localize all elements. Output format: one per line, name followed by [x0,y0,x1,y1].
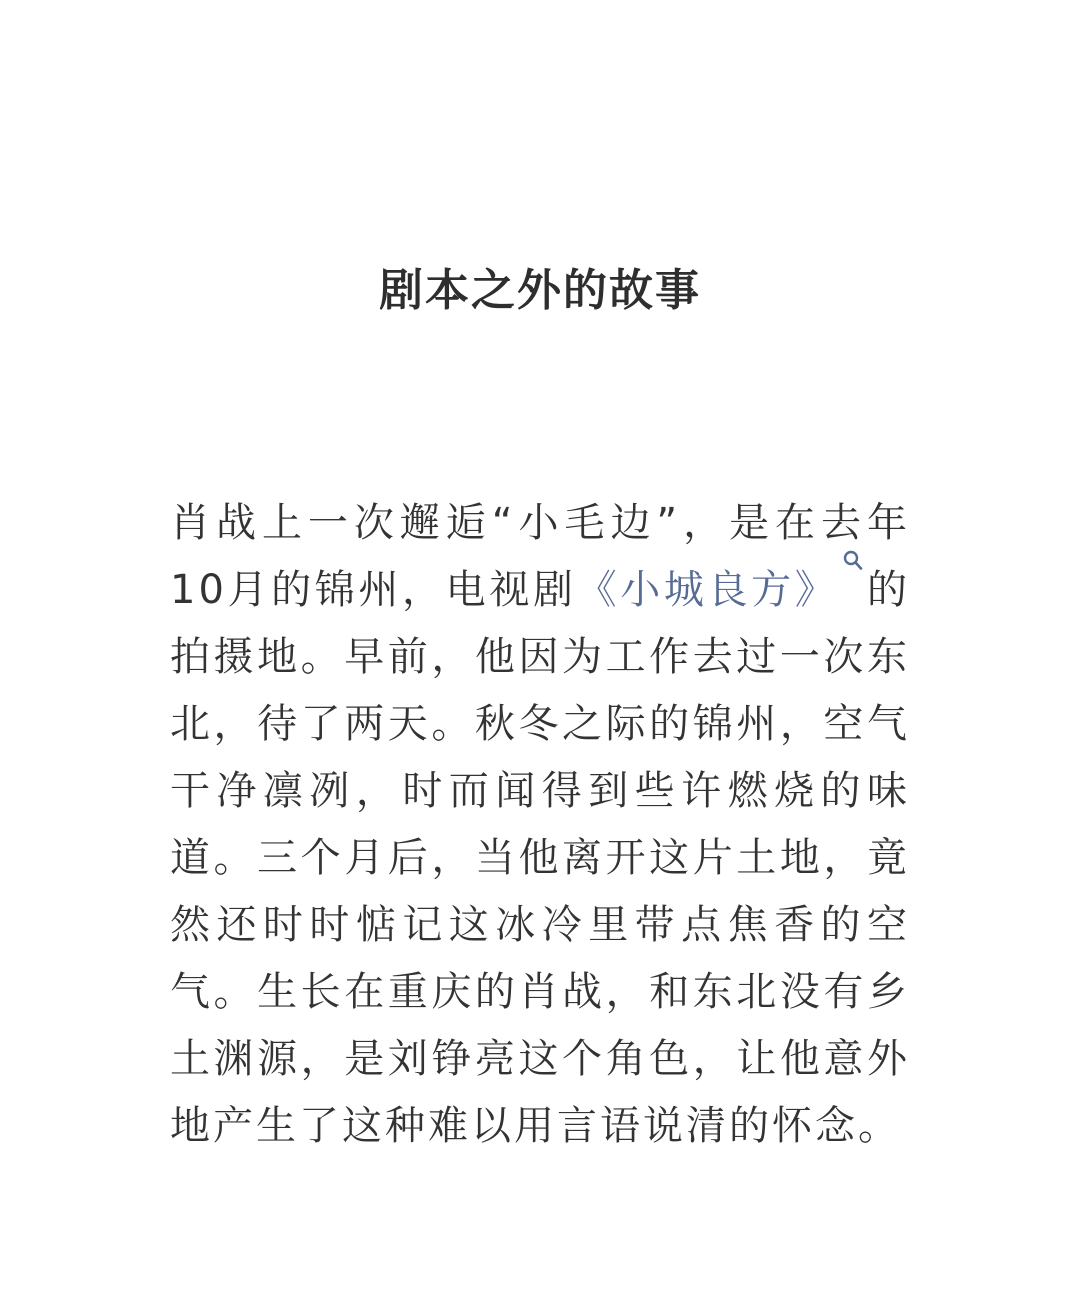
drama-title-link-text[interactable]: 《小城良方》 [576,567,839,613]
previous-text-fragment [170,0,910,16]
search-icon[interactable] [842,549,864,589]
paragraph-text-after-link: 的拍摄地。早前，他因为工作去过一次东北，待了两天。秋冬之际的锦州，空气干净凛冽，时而闻得到些许燃烧的味道。三个月后，当他离开这片土地，竟然还时时惦记这冰冷里带点焦香的空气。生长在重庆的肖战，和东北没有乡土渊源，是刘铮亮这个角色，让他意外地产生了这种难以用言语说清的怀念。 [170,567,911,1149]
paragraph-text-before-link: 肖战上一次邂逅“小毛边”，是在去年10月的锦州，电视剧 [170,500,910,613]
article-body [170,490,910,1160]
section-title: 剧本之外的故事 [379,264,701,316]
drama-title-link[interactable] [577,567,867,613]
article-paragraph [170,490,910,1160]
